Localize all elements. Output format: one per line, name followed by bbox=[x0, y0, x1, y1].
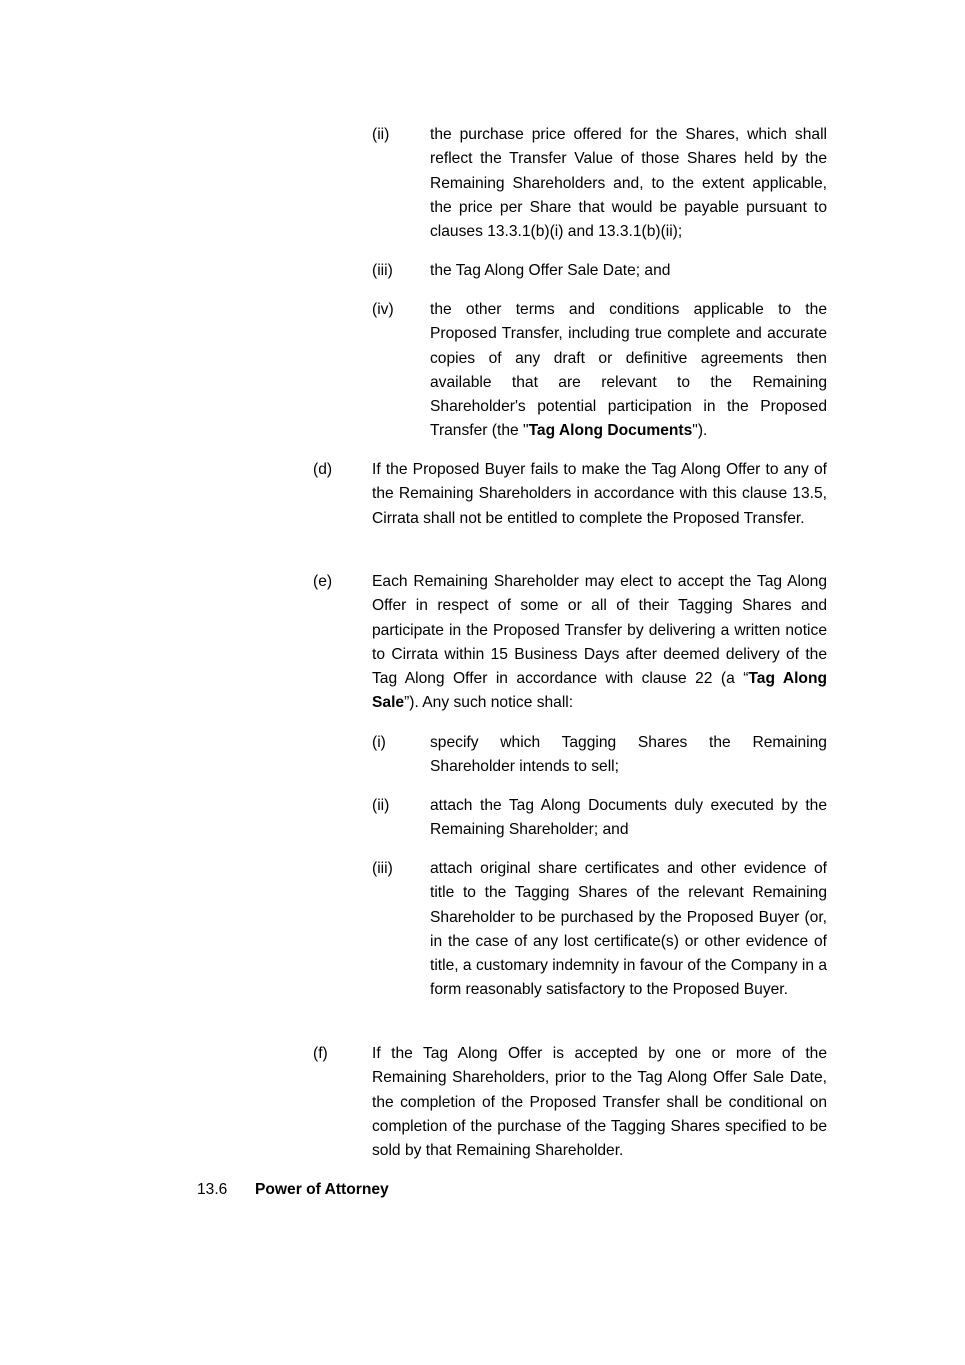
defined-term: Tag Along Documents bbox=[528, 422, 693, 440]
clause-label: (ii) bbox=[372, 126, 390, 143]
clause-text: specify which Tagging Shares the Remaining Shareholder intends to sell; bbox=[430, 734, 827, 776]
section-title: Power of Attorney bbox=[255, 1181, 389, 1198]
clause-text: the purchase price offered for the Shares, which shall reflect the Transfer Value of those Shares held by the Remaining Shareholders and, to the extent applicable, the price per Share that would be payable pursuant to clauses 13.3.1(b)(i) and 13.3.1(b)(ii); bbox=[430, 126, 827, 241]
clause-label: (f) bbox=[313, 1045, 328, 1062]
clause-label: (i) bbox=[372, 734, 386, 751]
clause-text-part: ”). Any such notice shall: bbox=[404, 694, 574, 712]
clause-label: (d) bbox=[313, 461, 333, 478]
clause-label: (iv) bbox=[372, 301, 394, 318]
clause-text: the Tag Along Offer Sale Date; and bbox=[430, 262, 671, 279]
section-number: 13.6 bbox=[197, 1181, 228, 1198]
clause-text-part: the other terms and conditions applicable to the Proposed Transfer, including true complete and accurate copies of any draft or definitive agreements then available that are relevant to the Remaining Shareholder's potential participation in the Proposed Transfer (the " bbox=[430, 301, 827, 440]
clause-text: attach the Tag Along Documents duly executed by the Remaining Shareholder; and bbox=[430, 797, 827, 839]
clause-label: (iii) bbox=[372, 262, 393, 279]
clause-label: (e) bbox=[313, 573, 333, 590]
clause-label: (ii) bbox=[372, 797, 390, 814]
clause-text: If the Tag Along Offer is accepted by one or more of the Remaining Shareholders, prior to the Tag Along Offer Sale Date, the completion of the Proposed Transfer shall be conditional on completion of the purchase of the Tagging Shares specified to be sold by that Remaining Shareholder. bbox=[372, 1045, 827, 1160]
clause-text-part: Each Remaining Shareholder may elect to accept the Tag Along Offer in respect of some or all of their Tagging Shares and participate in the Proposed Transfer by delivering a written notice to Cirrata within 15 Business Days after deemed delivery of the Tag Along Offer in accordance with clause 22 (a “ bbox=[372, 573, 827, 688]
clause-text-part: "). bbox=[692, 422, 708, 440]
clause-label: (iii) bbox=[372, 860, 393, 877]
clause-text bbox=[430, 298, 827, 444]
defined-term: Tag Along Sale bbox=[372, 670, 827, 712]
clause-text bbox=[372, 570, 827, 716]
clause-text: attach original share certificates and other evidence of title to the Tagging Shares of the relevant Remaining Shareholder to be purchased by the Proposed Buyer (or, in the case of any lost certificate(s) or other evidence of title, a customary indemnity in favour of the Company in a form reasonably satisfactory to the Proposed Buyer. bbox=[430, 860, 827, 999]
clause-text: If the Proposed Buyer fails to make the Tag Along Offer to any of the Remaining Shareholders in accordance with this clause 13.5, Cirrata shall not be entitled to complete the Proposed Transfer. bbox=[372, 461, 827, 527]
